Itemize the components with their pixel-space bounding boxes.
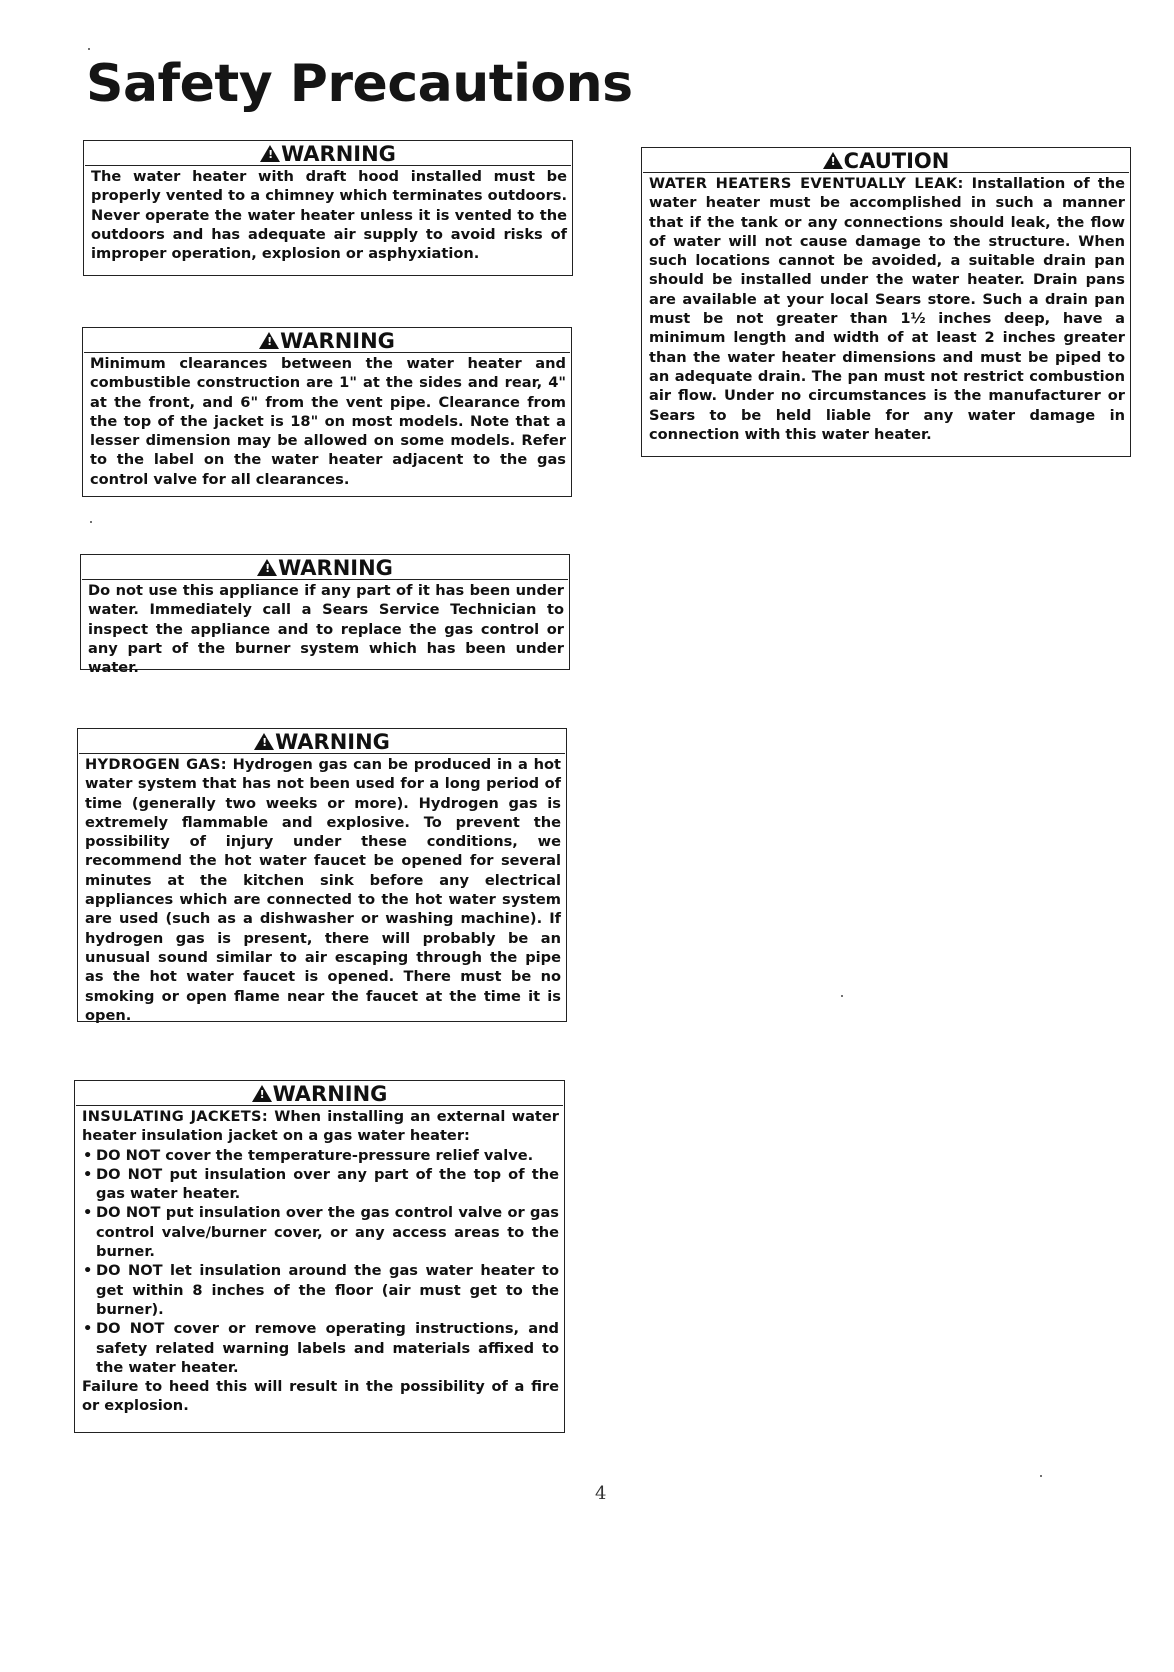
scan-speck <box>90 521 92 523</box>
warning-header <box>85 141 571 166</box>
caution-label: CAUTION <box>843 149 950 173</box>
warning-body <box>81 580 569 680</box>
warning-intro <box>82 1107 559 1146</box>
warning-text: Minimum clearances between the water heater and combustible construction are 1" at the sides and rear, 4" at the front, and 6" from the vent pipe. Clearance from the top of the jacket is 18" on most models. Note that a lesser dimension may be allowed on some models. Refer to the label on the water heater adjacent to the gas control valve for all clearances. <box>90 355 566 488</box>
warning-label: WARNING <box>278 556 393 580</box>
bullet-item <box>82 1261 559 1319</box>
warning-closing: Failure to heed this will result in the possibility of a fire or explosion. <box>82 1378 559 1415</box>
warning-text-content: Hydrogen gas can be produced in a hot water system that has not been used for a long period of time (generally two weeks or more). Hydrogen gas is extremely flammable and explosive. To prevent the possibility of injury under these conditions, we recommend the hot water faucet be opened for several minutes at the kitchen sink before any electrical appliances which are connected to the hot water system are used (such as a dishwasher or washing machine). If hydrogen gas is present, there will probably be an unusual sound similar to air escaping through the pipe as the hot water faucet is opened. There must be no smoking or open flame near the faucet at the time it is open. <box>85 756 561 1024</box>
bullet-strong: DO NOT <box>96 1146 161 1164</box>
caution-header <box>643 148 1129 173</box>
bullet-text: put insulation over any part of the top of the gas water heater. <box>96 1165 559 1203</box>
warning-box-clearances <box>82 327 572 497</box>
bullet-text: cover the temperature-pressure relief valve. <box>165 1146 534 1164</box>
warning-box-insulating-jackets <box>74 1080 565 1433</box>
warning-label: WARNING <box>281 142 396 166</box>
bullet-item <box>82 1203 559 1261</box>
page-number: 4 <box>595 1483 607 1504</box>
warning-body <box>78 754 566 1028</box>
warning-text: Do not use this appliance if any part of it has been under water. Immediately call a Sears Service Technician to inspect the appliance and to replace the gas control or any part of the burner system which has been under water. <box>88 582 564 677</box>
warning-triangle-icon <box>260 145 280 162</box>
warning-body <box>83 353 571 492</box>
warning-triangle-icon <box>254 733 274 750</box>
scan-speck <box>841 995 843 997</box>
warning-body <box>75 1106 564 1419</box>
bullet-text: cover or remove operating instructions, and safety related warning labels and materials affixed to the water heater. <box>96 1320 559 1376</box>
bullet-item <box>82 1146 559 1165</box>
warning-intro-text: When installing an external water heater insulation jacket on a gas water heater: <box>82 1108 559 1145</box>
warning-text: The water heater with draft hood installed must be properly vented to a chimney which terminates outdoors. Never operate the water heater unless it is vented to the outdoors and has adequate air supply to avoid risks of improper operation, explosion or asphyxiation. <box>91 168 567 263</box>
warning-triangle-icon <box>257 559 277 576</box>
caution-box-leak <box>641 147 1131 457</box>
caution-lead: WATER HEATERS EVENTUALLY LEAK: <box>649 175 964 192</box>
scan-speck <box>1040 1475 1042 1477</box>
warning-lead: HYDROGEN GAS: <box>85 756 227 773</box>
warning-header <box>82 555 568 580</box>
bullet-item <box>82 1319 559 1377</box>
bullet-text: let insulation around the gas water heater to get within 8 inches of the floor (air must get to the burner). <box>96 1262 559 1318</box>
caution-text <box>649 174 1125 444</box>
bullet-strong: DO NOT <box>96 1320 165 1338</box>
warning-triangle-icon <box>252 1085 272 1102</box>
warning-box-under-water <box>80 554 570 677</box>
caution-text-content: Installation of the water heater must be accomplished in such a manner that if the tank or any connections should leak, the flow of water will not cause damage to the structure. When such locations cannot be avoided, a suitable drain pan should be installed under the water heater. Drain pans are available at your local Sears store. Such a drain pan must be not greater than 1½ inches deep, have a minimum length and width of at least 2 inches greater than the water heater dimensions and must be piped to an adequate drain. The pan must not restrict combustion air flow. Under no circumstances is the manufacturer or Sears to be held liable for any water damage in connection with this water heater. <box>649 175 1125 443</box>
warning-bullet-list <box>82 1146 559 1378</box>
bullet-strong: DO NOT <box>96 1262 163 1280</box>
warning-box-venting <box>83 140 573 276</box>
warning-body <box>84 166 572 266</box>
warning-box-hydrogen-gas <box>77 728 567 1022</box>
warning-triangle-icon <box>259 332 279 349</box>
warning-header <box>84 328 570 353</box>
bullet-item <box>82 1165 559 1204</box>
bullet-strong: DO NOT <box>96 1165 163 1183</box>
bullet-text: put insulation over the gas control valve or gas control valve/burner cover, or any access areas to the burner. <box>96 1204 559 1261</box>
scan-speck <box>88 48 90 50</box>
caution-body <box>642 173 1130 447</box>
warning-header <box>79 729 565 754</box>
warning-label: WARNING <box>272 1082 388 1106</box>
caution-triangle-icon <box>823 152 843 169</box>
warning-label: WARNING <box>280 329 395 353</box>
bullet-strong: DO NOT <box>96 1204 161 1222</box>
warning-text <box>85 755 561 1025</box>
warning-header <box>76 1081 563 1106</box>
warning-lead: INSULATING JACKETS: <box>82 1108 268 1125</box>
warning-label: WARNING <box>275 730 390 754</box>
page-title: Safety Precautions <box>86 54 633 114</box>
